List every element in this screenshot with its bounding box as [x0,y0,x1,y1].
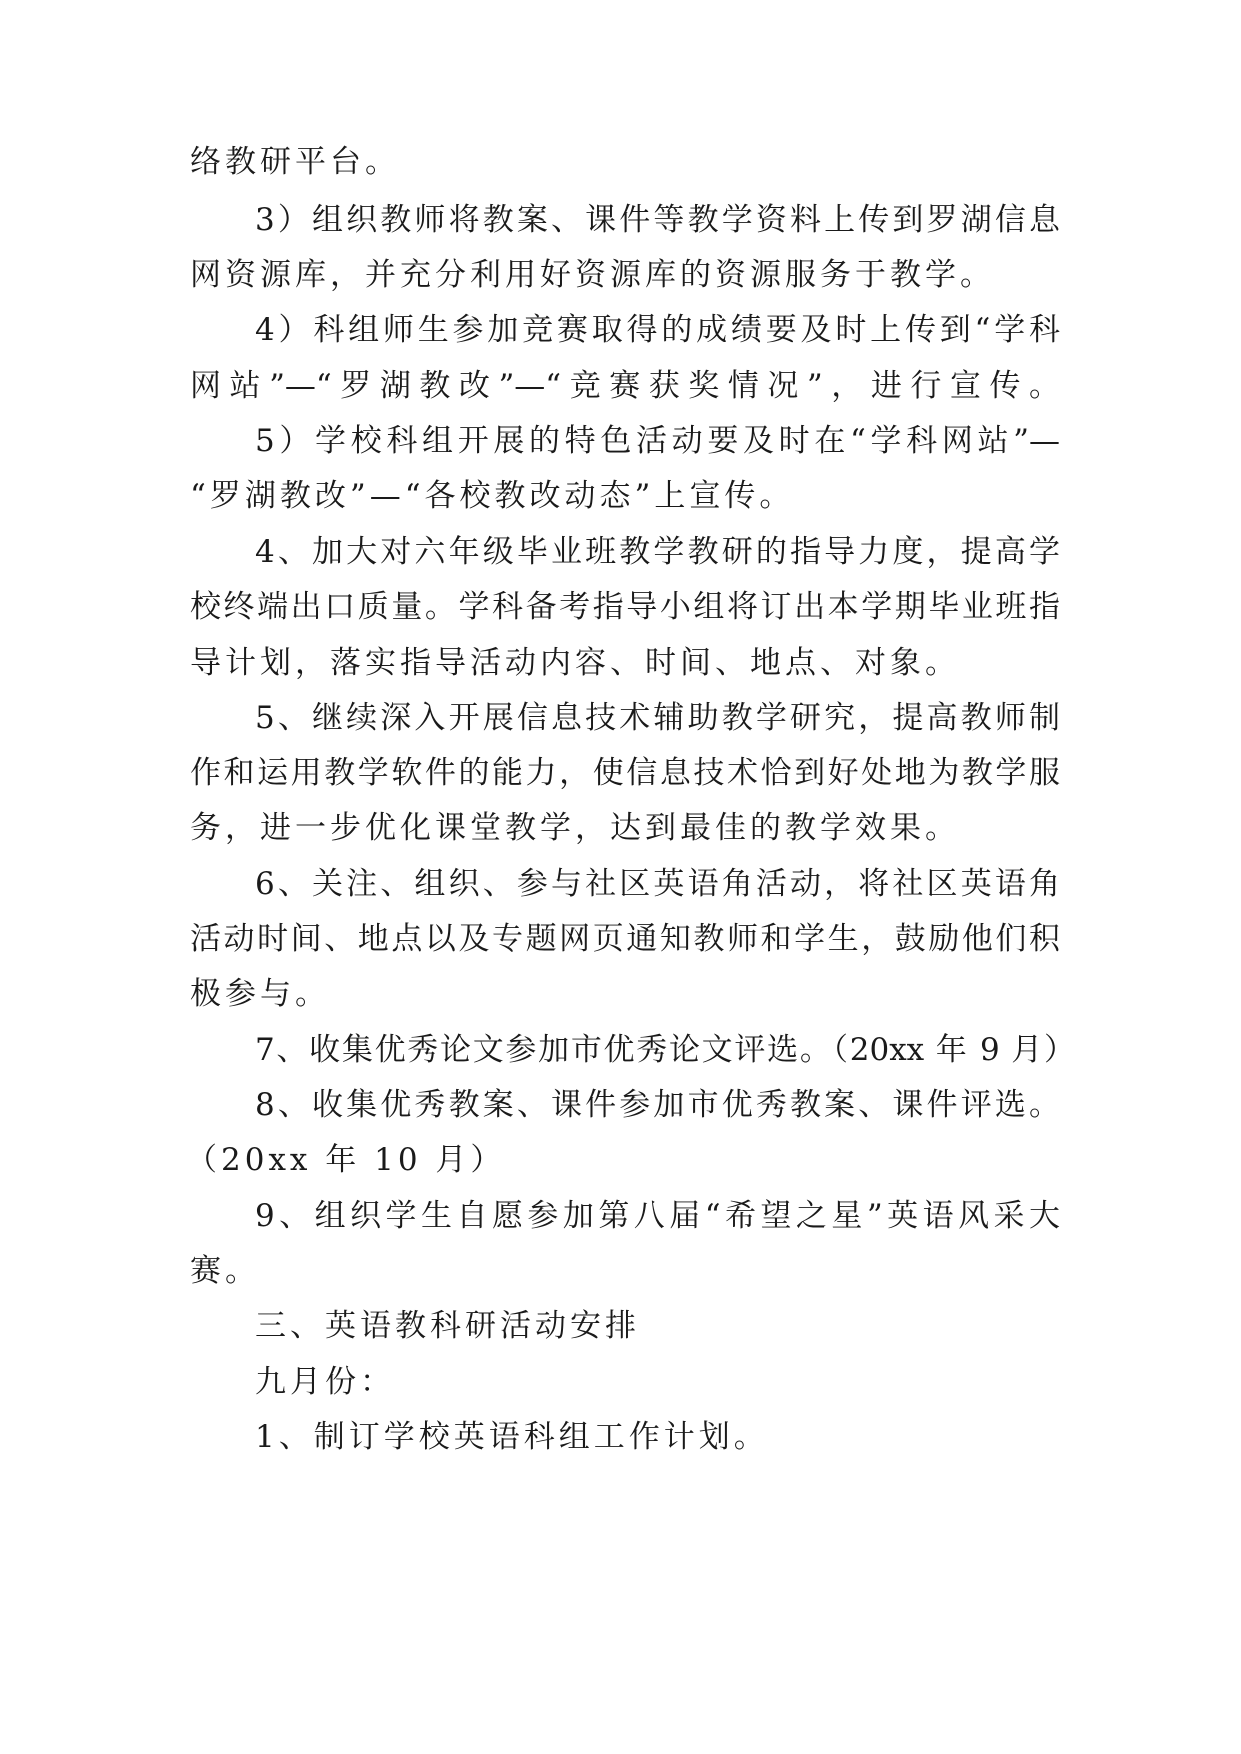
text-line: 极参与。 [190,976,330,1012]
text-line: 4、加大对六年级毕业班教学教研的指导力度，提高学 [255,534,1060,570]
text-line: 3）组织教师将教案、课件等教学资料上传到罗湖信息 [255,202,1060,238]
text-line: 活动时间、地点以及专题网页通知教师和学生，鼓励他们积 [190,921,1060,957]
text-line: 6、关注、组织、参与社区英语角活动，将社区英语角 [255,866,1060,902]
subsection-heading: 九月份： [255,1364,395,1400]
text-line: 1、制订学校英语科组工作计划。 [255,1419,769,1455]
text-line: 7、收集优秀论文参加市优秀论文评选。（20xx 年 9 月） [255,1032,1075,1068]
text-line: 8、收集优秀教案、课件参加市优秀教案、课件评选。 [255,1087,1060,1123]
text-line: 9、组织学生自愿参加第八届“希望之星”英语风采大 [255,1198,1060,1234]
text-line: （20xx 年 10 月） [186,1142,506,1178]
text-line: 网资源库，并充分利用好资源库的资源服务于教学。 [190,257,995,293]
text-line: 校终端出口质量。学科备考指导小组将订出本学期毕业班指 [190,589,1060,625]
text-line: 务，进一步优化课堂教学，达到最佳的教学效果。 [190,810,960,846]
text-line: 5、继续深入开展信息技术辅助教学研究，提高教师制 [255,700,1060,736]
text-line: 络教研平台。 [190,144,400,180]
text-line: “罗湖教改”—“各校教改动态”上宣传。 [190,478,795,514]
text-line: 5）学校科组开展的特色活动要及时在“学科网站”— [255,423,1060,459]
text-line: 4）科组师生参加竞赛取得的成绩要及时上传到“学科 [255,312,1060,348]
text-line: 赛。 [190,1253,260,1289]
section-heading: 三、英语教科研活动安排 [255,1308,640,1344]
text-line: 作和运用教学软件的能力，使信息技术恰到好处地为教学服 [190,755,1060,791]
text-line: 导计划，落实指导活动内容、时间、地点、对象。 [190,645,960,681]
text-line: 网站”—“罗湖教改”—“竞赛获奖情况”，进行宣传。 [190,368,1060,404]
